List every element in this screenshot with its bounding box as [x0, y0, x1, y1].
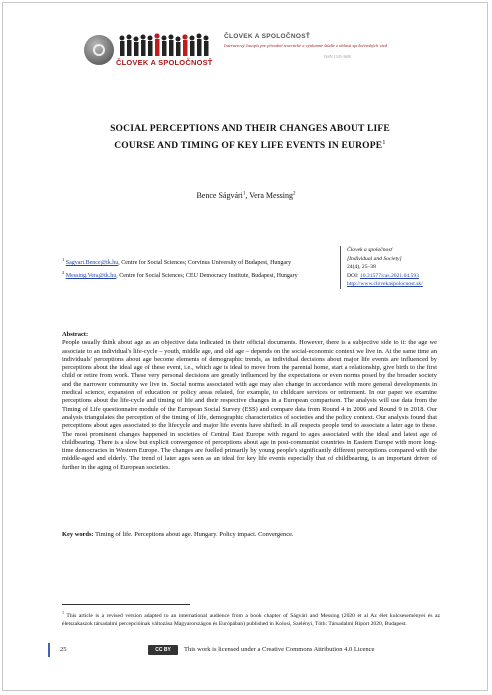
- author-name: Vera Messing: [249, 191, 294, 200]
- citation-journal-en: [Individual and Society]: [347, 255, 402, 262]
- author-mark: 2: [293, 191, 296, 197]
- author-email-link[interactable]: Messing.Vera@tk.hu: [65, 273, 117, 279]
- cc-badge-text: CC BY: [155, 647, 171, 653]
- keywords-block: [62, 531, 437, 538]
- affiliation-item: [62, 255, 342, 268]
- footer-accent-bar: [48, 643, 50, 657]
- journal-logo-icon: [84, 35, 114, 65]
- citation-doi-row: [347, 272, 445, 281]
- author-mark: 1: [242, 191, 246, 197]
- footnote-divider: [62, 604, 190, 605]
- license-text: This work is licensed under a Creative Commons Attribution 4.0 Licence: [184, 646, 375, 653]
- journal-name: ČLOVEK A SPOLOČNOSŤ: [224, 33, 311, 40]
- keywords-label: Key words:: [62, 531, 94, 538]
- author-email-link[interactable]: Sagvari.Bence@tk.hu: [65, 260, 119, 266]
- abstract-text: People usually think about age as an objective data indicated in their official documents. However, there is a subjective side to it: the age we associate to an individual's life-cycle – youth, middle age, and old age – depends on the social-economic context we live in. At the same time an individuals' perceptions about age become elements of demographic trends, as individual decisions about major life events are influenced by perceptions about the ideal age of these event, i.e., which age is ideal to move from the parental home, start a relationship, give birth to the first child or retire from work. These very personal decisions are greatly influenced by the expectations or even norms posed by the broader society and the narrower community we live in. Social norms associated with age may also change in accordance with more general developments in medical science, expansion of education or policy areas related, for example, to childcare services or retirement. In our paper we examine perceptions about the life-cycle and timing of life and their respective changes in a European comparison. The analysis will use data from the Timing of Life questionnaire module of the European Social Survey (ESS) and compare data from Round 4 in 2006 and Round 9 in 2018. Our analysis triangulates the perception of the timing of life, demographic characteristics of societies and the policy context. Our analysis found that perceptions about ages associated to the lifecycle and major life events have shifted: in all respects people tend to associate a later age to these. The most prominent changes happened in societies of Central East Europe with regard to ages associated with the ideal and latest age of childbearing. There is a slow but explicit convergence of perceptions about age in post-communist countries in Eastern Europe with more long-time democracies in Western Europe. The changes are fuelled primarily by young people's significantly different perceptions compared with the middle-aged and elderly. The trend of later ages seen as an ideal for key life events especially that of childbearing, is an important driver of further in the aging of European societies.: [62, 339, 437, 471]
- footnote: [62, 609, 440, 628]
- footnote-mark: 1: [62, 610, 64, 615]
- affiliation-text: , Centre for Social Sciences; Corvinus University of Budapest, Hungary: [118, 260, 292, 266]
- creative-commons-icon[interactable]: [148, 645, 178, 655]
- footnote-text: This article is a revised version adapted to an international audience from a book chapter of Ságvári and Messing (2020 et al Az élet kulcseseményei és az életszakaszok társadalmi percepcióinak változása Magyarországon és Európában) published in Kolosi, Szelényi, Tóth: Társadalmi Riport 2020, Budapest.: [62, 612, 440, 628]
- journal-url-link[interactable]: http://www.clovekaspolocnost.sk/: [347, 281, 423, 287]
- paper-title-text: SOCIAL PERCEPTIONS AND THEIR CHANGES ABOUT LIFE COURSE AND TIMING OF KEY LIFE EVENTS IN EUROPE: [110, 124, 390, 152]
- authors: [0, 191, 492, 200]
- page-footer: [48, 643, 448, 657]
- journal-masthead: [224, 33, 414, 59]
- citation-volume: 24(4), 25–38: [347, 264, 376, 270]
- paper-title: [100, 122, 400, 153]
- title-footnote-mark[interactable]: 1: [382, 139, 386, 146]
- citation-box: [340, 246, 445, 289]
- doi-link[interactable]: 10.31577/cas.2021.04.593: [359, 272, 419, 279]
- keywords-text: Timing of life. Perceptions about age. Hungary. Policy impact. Convergence.: [93, 531, 294, 538]
- affiliations: [62, 255, 342, 281]
- crowd-silhouette-icon: [118, 33, 214, 57]
- author-name: Bence Ságvári: [196, 191, 243, 200]
- journal-header: [84, 33, 414, 73]
- abstract-block: [62, 331, 437, 472]
- abstract-label: Abstract:: [62, 331, 89, 338]
- author-separator: ,: [245, 191, 250, 200]
- logo-title: ČLOVEK A SPOLOČNOSŤ: [116, 58, 213, 67]
- journal-subtitle: Internetový časopis pre pôvodné teoretické a výskumné štúdie z oblasti spoločenských vied: [224, 43, 387, 48]
- affiliation-text: , Centre for Social Sciences; CEU Democracy Institute, Budapest, Hungary: [116, 273, 298, 279]
- affiliation-mark: 2: [62, 270, 65, 275]
- citation-journal: Človek a spoločnosť: [347, 247, 393, 253]
- affiliation-item: [62, 268, 342, 281]
- doi-label: DOI:: [347, 272, 360, 279]
- affiliation-mark: 1: [62, 257, 65, 262]
- issn: ISSN 1335-3608: [324, 54, 352, 59]
- page-number: 25: [60, 646, 67, 653]
